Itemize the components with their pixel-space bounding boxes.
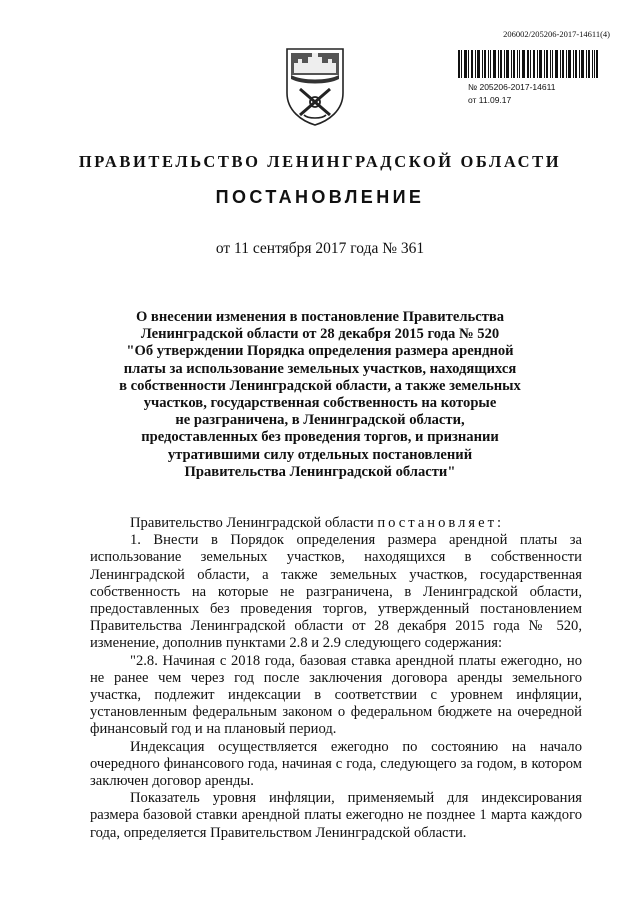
- subject-line: платы за использование земельных участков, находящихся: [123, 360, 517, 377]
- subject-line: не разграничена, в Ленинградской области,: [175, 412, 465, 429]
- intro-paragraph: [90, 515, 582, 532]
- subject-line: Правительства Ленинградской области": [184, 463, 456, 480]
- paragraph-2-8: "2.8. Начиная с 2018 года, базовая ставка арендной платы ежегодно, но не ранее чем через год после заключения договора аренды земельного участка, подлежит индексации в соответствии с уровнем инфляции, установленным федеральным законом о федеральном бюджете на очередной финансовый год и на плановый период.: [90, 652, 582, 738]
- barcode-number: № 205206-2017-14611: [468, 82, 556, 92]
- subject-line: О внесении изменения в постановление Правительства: [135, 309, 505, 325]
- subject-line: Ленинградской области от 28 декабря 2015 года № 520: [140, 326, 500, 343]
- subject-line: в собственности Ленинградской области, а также земельных: [119, 377, 521, 394]
- subject-line: "Об утверждении Порядка определения размера арендной: [126, 343, 514, 360]
- registration-number: 206002/205206-2017-14611(4): [503, 29, 610, 39]
- document-date: от 11 сентября 2017 года № 361: [215, 240, 425, 257]
- barcode-caption: [468, 81, 608, 107]
- paragraph-1: 1. Внести в Порядок определения размера арендной платы за использование земельных участков, находящихся в собственности Ленинградской области, а также земельных участков, государственная собственность на которые не разграничена, в Ленинградской области, предоставленных без проведения торгов, утвержденный постановлением Правительства Ленинградской области от 28 декабря 2015 года № 520, изменение, дополнив пунктами 2.8 и 2.9 следующего содержания:: [90, 532, 582, 652]
- paragraph-indexation: Индексация осуществляется ежегодно по состоянию на начало очередного финансового года, начиная с года, следующего за годом, в котором заключен договор аренды.: [90, 738, 582, 790]
- subject-line: утратившими силу отдельных постановлений: [167, 446, 473, 463]
- intro-text: Правительство Ленинградской области: [130, 515, 378, 531]
- document-subject: [90, 309, 550, 481]
- document-type: ПОСТАНОВЛЕНИЕ: [215, 187, 425, 207]
- document-body: [90, 515, 582, 842]
- subject-line: предоставленных без проведения торгов, и признании: [141, 429, 499, 446]
- intro-decree-word: постановляет:: [377, 515, 505, 531]
- paragraph-inflation: Показатель уровня инфляции, применяемый для индексирования размера базовой ставки арендной платы ежегодно не позднее 1 марта каждого года, определяется Правительством Ленинградской области.: [90, 790, 582, 841]
- barcode-date: от 11.09.17: [468, 95, 512, 105]
- barcode: [458, 50, 598, 78]
- subject-line: участков, государственная собственность на которые: [143, 395, 497, 412]
- coat-of-arms-emblem: [282, 45, 348, 127]
- government-title: ПРАВИТЕЛЬСТВО ЛЕНИНГРАДСКОЙ ОБЛАСТИ: [78, 152, 562, 171]
